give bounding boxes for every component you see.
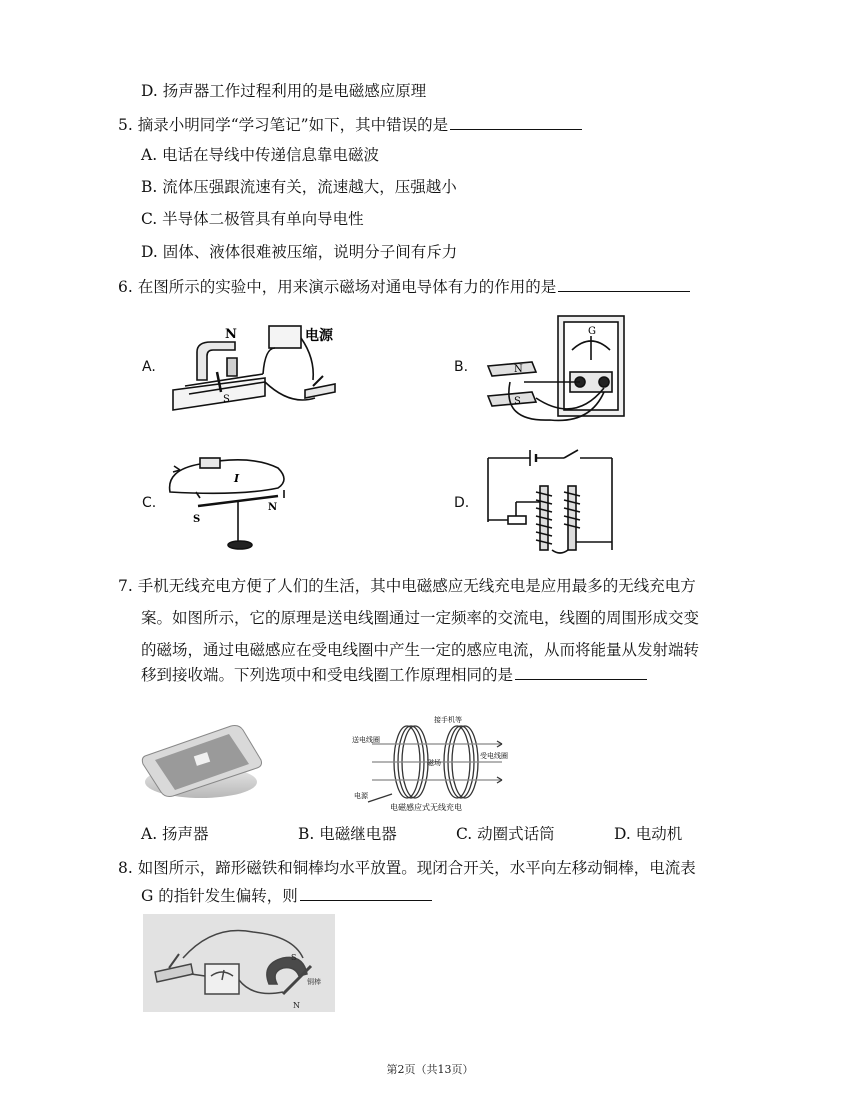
q7-diagram-top-label: 接手机等 [434, 716, 462, 724]
q6-label-d: D. [454, 495, 470, 511]
fig-c-i-label: I [234, 472, 240, 485]
q5-stem-text: 5. 摘录小明同学“学习笔记”如下，其中错误的是 [118, 116, 449, 134]
q7-diagram-caption: 电磁感应式无线充电 [390, 803, 462, 812]
q7-coil-diagram [352, 714, 527, 814]
q5-option-b: B. 流体压强跟流速有关，流速越大，压强越小 [141, 178, 457, 196]
q7-diagram-power-label: 电源 [354, 792, 368, 800]
q8-fig-n-label: N [293, 1001, 300, 1010]
q5-option-a: A. 电话在导线中传递信息靠电磁波 [141, 146, 380, 164]
q5-answer-blank[interactable] [450, 113, 582, 130]
q7-diagram-receive-label: 受电线圈 [480, 752, 508, 760]
q6-label-a: A. [142, 359, 156, 375]
fig-a-power-label: 电源 [305, 328, 333, 344]
q7-stem-line-2: 案。如图所示，它的原理是送电线圈通过一定频率的交流电，线圈的周围形成交变 [141, 609, 700, 627]
q7-diagram-send-label: 送电线圈 [352, 736, 380, 744]
q8-stem-line-2-wrap [141, 884, 432, 907]
fig-c-n-label: N [268, 502, 278, 513]
q8-fig-s-label: S [291, 953, 297, 962]
q8-fig-rod-label: 铜棒 [307, 978, 321, 986]
q6-figure-d [480, 446, 620, 558]
q6-figure-b [480, 312, 640, 430]
q8-stem-line-1: 8. 如图所示，蹄形磁铁和铜棒均水平放置。现闭合开关，水平向左移动铜棒，电流表 [118, 859, 696, 877]
q7-stem-line-4: 移到接收端。下列选项中和受电线圈工作原理相同的是 [141, 666, 514, 684]
q7-stem-line-3: 的磁场，通过电磁感应在受电线圈中产生一定的感应电流，从而将能量从发射端转 [141, 641, 700, 659]
fig-b-n-label: N [514, 364, 523, 375]
q7-phone-photo [135, 712, 275, 804]
fig-b-g-label: G [588, 326, 596, 337]
q8-figure [143, 914, 335, 1012]
q6-answer-blank[interactable] [558, 275, 690, 292]
q6-stem-text: 6. 在图所示的实验中，用来演示磁场对通电导体有力的作用的是 [118, 278, 557, 296]
fig-a-s-label: S [223, 394, 230, 405]
q7-diagram-core-label: 磁场 [427, 759, 441, 767]
q7-stem-line-4-wrap [141, 663, 647, 686]
page-footer: 第2页（共13页） [386, 1063, 474, 1076]
q6-figure-a [165, 318, 350, 418]
q7-choice-a: A. 扬声器 [141, 825, 209, 843]
q6-label-b: B. [454, 359, 469, 375]
q5-option-d: D. 固体、液体很难被压缩，说明分子间有斥力 [141, 243, 458, 261]
q8-answer-blank[interactable] [300, 884, 432, 901]
q7-choice-c: C. 动圈式话筒 [456, 825, 555, 843]
fig-a-n-label: N [225, 327, 237, 342]
fig-c-s-label: S [193, 514, 201, 525]
q6-figure-c [160, 450, 295, 555]
q7-answer-blank[interactable] [515, 663, 647, 680]
q8-stem-line-2: G 的指针发生偏转，则 [141, 887, 298, 905]
q7-stem-line-1: 7. 手机无线充电方便了人们的生活，其中电磁感应无线充电是应用最多的无线充电方 [118, 577, 696, 595]
q6-stem [118, 275, 690, 298]
q5-option-c: C. 半导体二极管具有单向导电性 [141, 210, 364, 228]
q7-choice-b: B. 电磁继电器 [298, 825, 397, 843]
q6-label-c: C. [142, 495, 157, 511]
q7-choice-d: D. 电动机 [614, 825, 683, 843]
fig-b-s-label: S [514, 396, 521, 407]
q4-option-d: D. 扬声器工作过程利用的是电磁感应原理 [141, 82, 427, 100]
q5-stem [118, 113, 582, 136]
